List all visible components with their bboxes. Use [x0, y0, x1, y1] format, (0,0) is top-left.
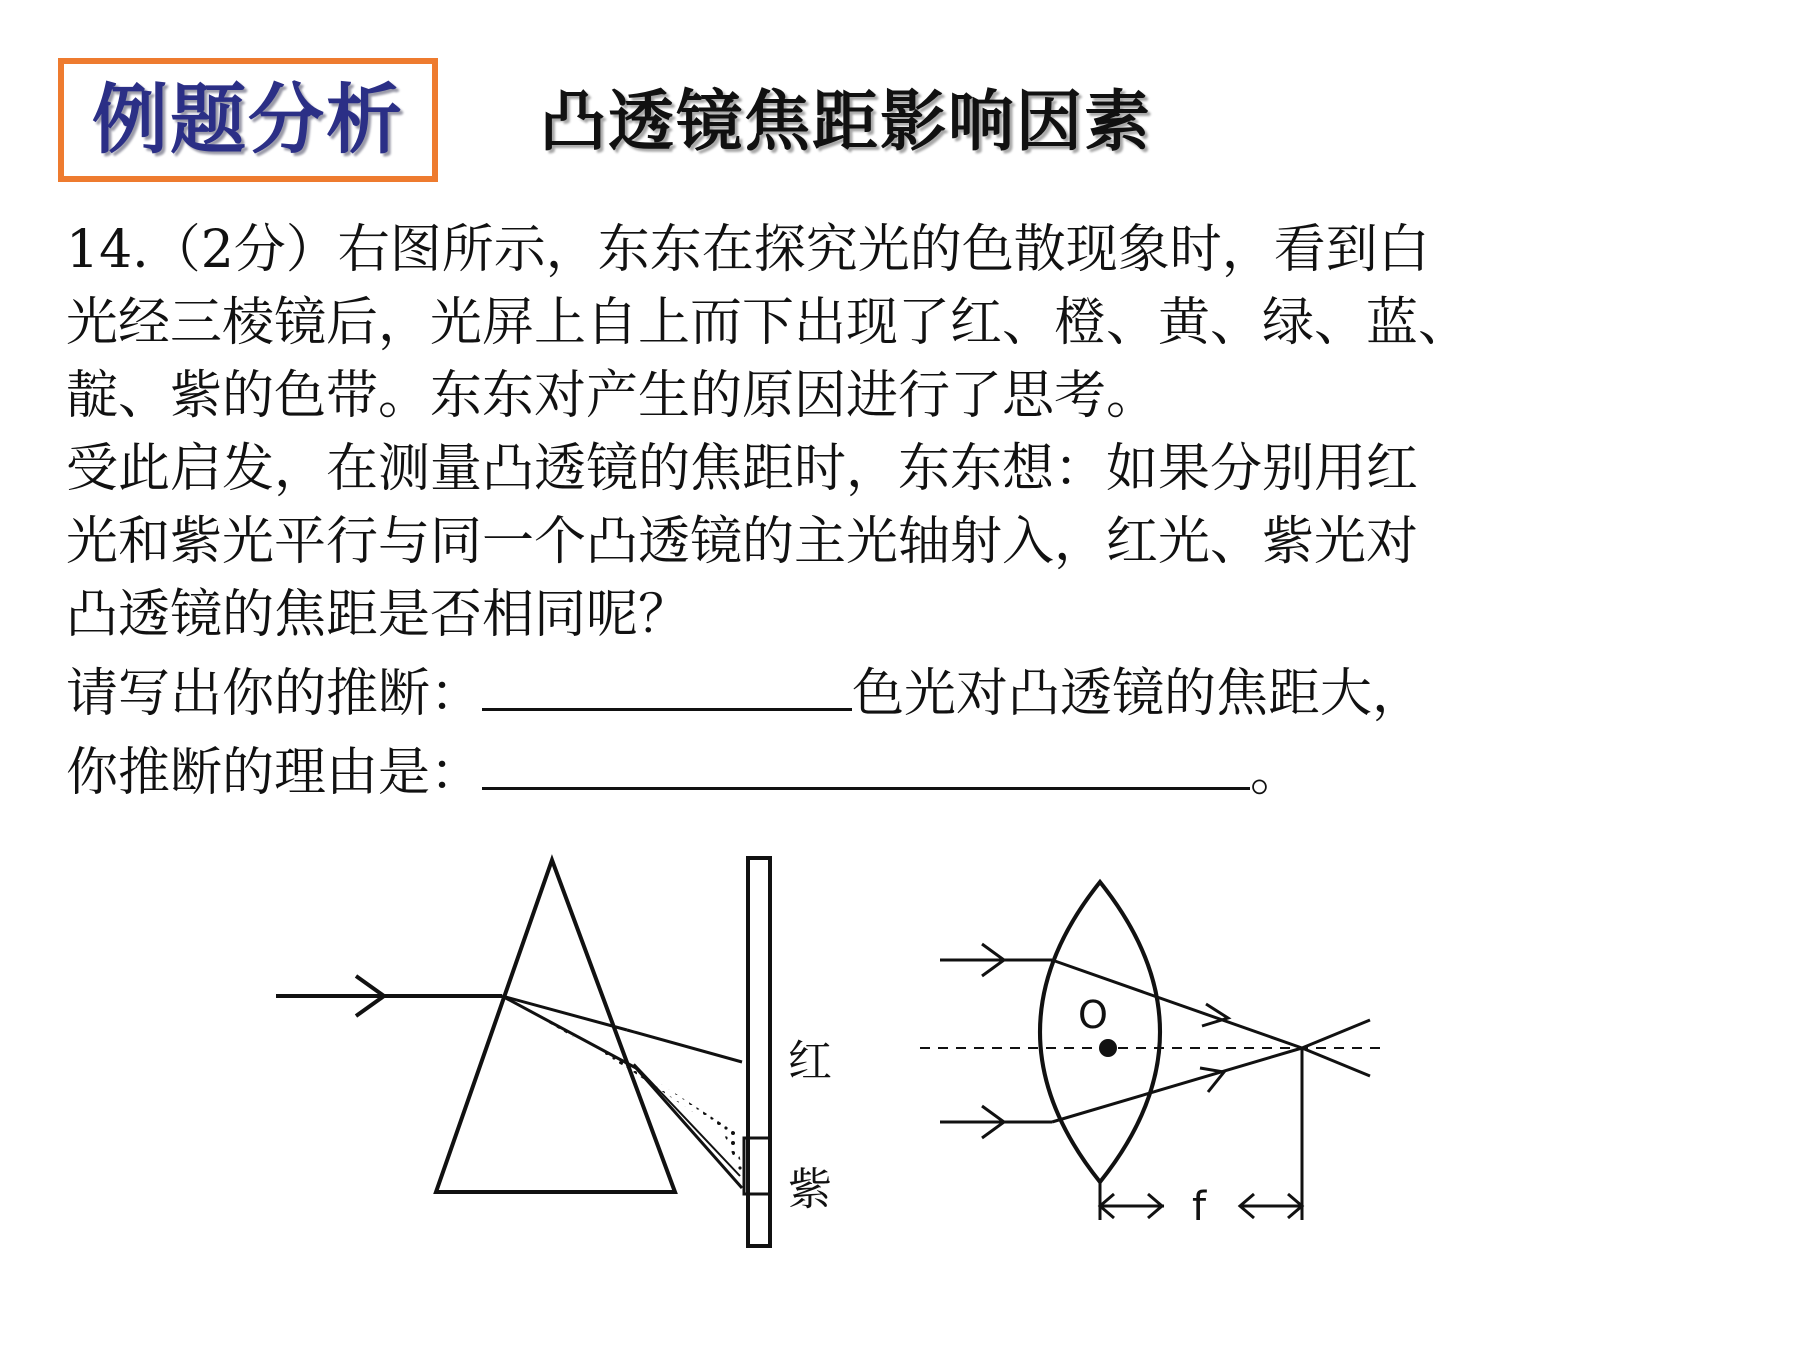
- question-line: 光和紫光平行与同一个凸透镜的主光轴射入，红光、紫光对: [66, 512, 1419, 572]
- answer-blank-color[interactable]: [482, 652, 852, 711]
- answer-line-2: [66, 731, 1766, 810]
- question-line: 14.（2分）右图所示，东东在探究光的色散现象时，看到白: [66, 220, 1430, 280]
- dispersion-band: [502, 996, 745, 1184]
- answer-prompt-1: 请写出你的推断：: [66, 664, 483, 724]
- answer-line-1: [66, 652, 1766, 731]
- question-line: 光经三棱镜后，光屏上自上而下出现了红、橙、黄、绿、蓝、: [66, 293, 1471, 353]
- answer-suffix-1: 色光对凸透镜的焦距大，: [852, 664, 1425, 724]
- question-line: 凸透镜的焦距是否相同呢？: [66, 585, 691, 645]
- lower-refracted-ray: [1052, 1048, 1302, 1122]
- label-purple: 紫: [788, 1164, 832, 1215]
- optical-center-dot: [1099, 1039, 1117, 1057]
- light-screen: [748, 858, 770, 1246]
- question-text: [66, 214, 1766, 810]
- lower-refracted-arrow-icon: [1200, 1068, 1224, 1092]
- optics-diagram: [240, 840, 1420, 1270]
- answer-blank-reason[interactable]: [482, 731, 1250, 790]
- label-optical-center: O: [1078, 993, 1108, 1037]
- question-line: 受此启发，在测量凸透镜的焦距时，东东想：如果分别用红: [66, 439, 1419, 499]
- answer-prompt-2: 你推断的理由是：: [66, 743, 483, 803]
- label-red: 红: [788, 1036, 832, 1087]
- convex-lens-figure: [920, 882, 1388, 1230]
- red-ray-outside: [627, 1030, 742, 1062]
- example-analysis-badge: [58, 58, 438, 182]
- page-title: 凸透镜焦距影响因素: [540, 82, 1152, 160]
- prism-figure: [276, 858, 832, 1246]
- answer-suffix-2: 。: [1250, 743, 1303, 803]
- label-focal-length: f: [1192, 1184, 1207, 1230]
- badge-label: 例题分析: [92, 75, 404, 164]
- question-line: 靛、紫的色带。东东对产生的原因进行了思考。: [66, 366, 1159, 426]
